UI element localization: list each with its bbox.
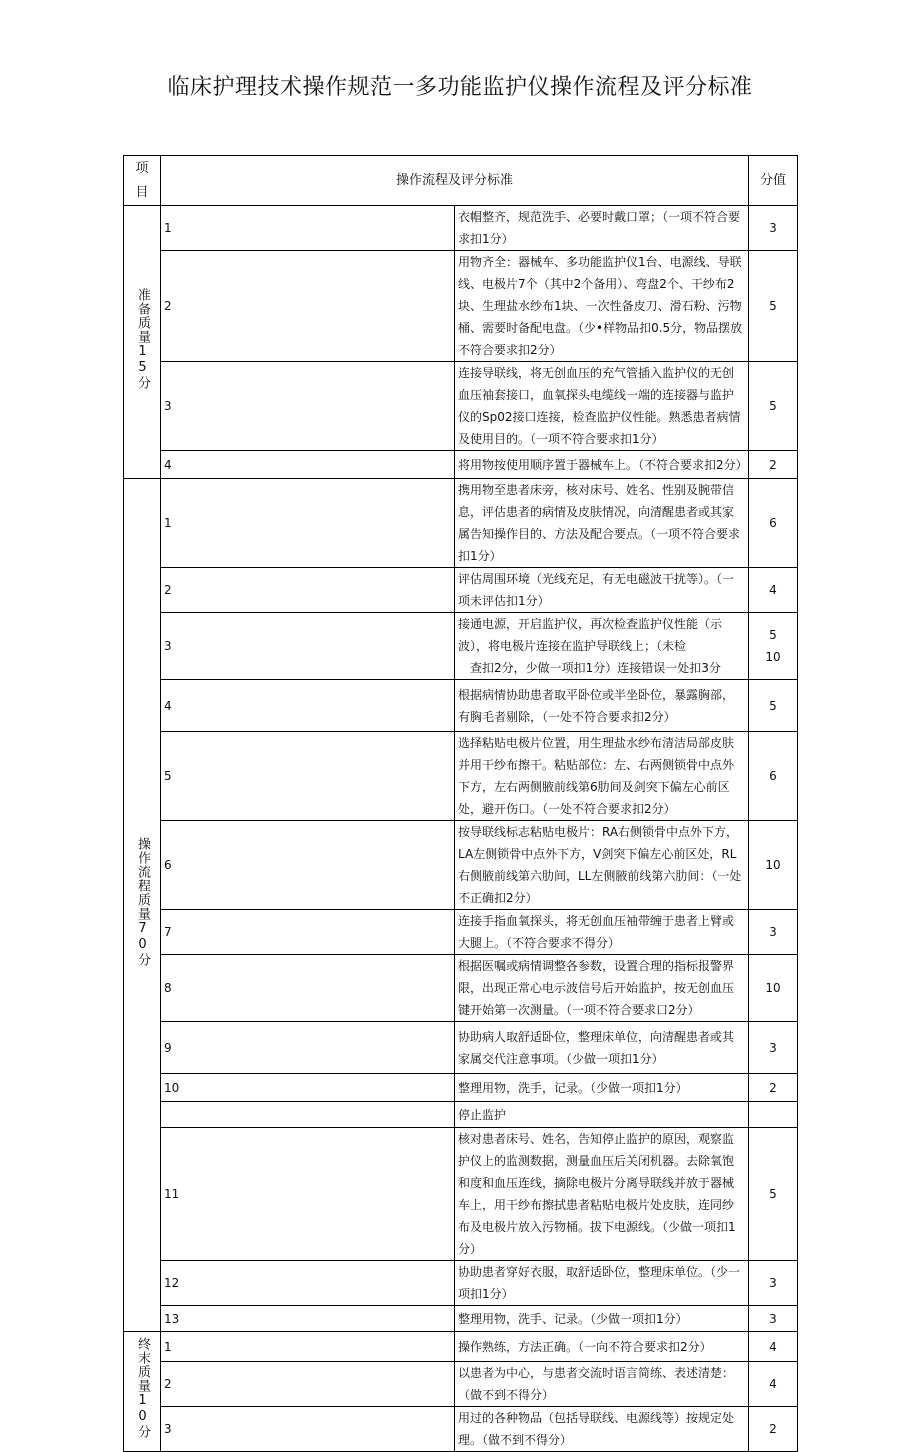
row-score: 6 <box>749 732 798 821</box>
row-score: 3 <box>749 910 798 955</box>
row-score: 3 <box>749 1022 798 1074</box>
row-text: 评估周围环境（光线充足，有无电磁波干扰等）。（一项未评估扣1分） <box>455 568 749 613</box>
table-row <box>124 955 798 1022</box>
table-row <box>124 568 798 613</box>
row-text: 核对患者床号、姓名，告知停止监护的原因，观察监护仪上的监测数据，测量血压后关闭机器。去除氧饱和度和血压连线，摘除电极片分离导联线并放于器械车上，用干纱布擦拭患者粘贴电极片处皮肤，连同纱布及电极片放入污物桶。拔下电源线。（少做一项扣1分） <box>455 1128 749 1261</box>
row-number: 11 <box>161 1128 455 1261</box>
row-score: 10 <box>749 821 798 910</box>
table-row <box>124 732 798 821</box>
row-text: 根据医嘱或病情调整各参数，设置合理的指标报警界限，出现正常心电示波信号后开始监护，按无创血压键开始第一次测量。（一项不符合要求口2分） <box>455 955 749 1022</box>
table-row <box>124 1362 798 1407</box>
row-text: 选择粘贴电极片位置，用生理盐水纱布清洁局部皮肤并用干纱布擦干。粘贴部位：左、右两侧锁骨中点外下方，左右两侧腋前线第6肋间及剑突下偏左心前区处，避开伤口。（一处不符合要求扣2分） <box>455 732 749 821</box>
row-number: 2 <box>161 251 455 362</box>
row-score <box>749 1102 798 1128</box>
row-score-value: 5 <box>769 628 777 642</box>
table-row <box>124 1306 798 1332</box>
section-label: 操作流程质量70分 <box>124 479 161 1332</box>
table-row <box>124 1022 798 1074</box>
row-text: 连接导联线，将无创血压的充气管插入监护仪的无创血压袖套接口，血氧探头电缆线一端的连接器与监护仪的Sp02接口连接，检查监护仪性能。熟悉患者病情及使用目的。（一项不符合要求扣1分） <box>455 362 749 451</box>
table-row <box>124 910 798 955</box>
table-row <box>124 1407 798 1452</box>
row-score: 3 <box>749 1261 798 1306</box>
row-text: 连接手指血氧探头，将无创血压袖带缠于患者上臂或大腿上。（不符合要求不得分） <box>455 910 749 955</box>
row-text: 协助病人取舒适卧位，整理床单位，向清醒患者或其家属交代注意事项。（少做一项扣1分） <box>455 1022 749 1074</box>
row-score <box>749 613 798 680</box>
row-number: 1 <box>161 1332 455 1362</box>
row-text: 将用物按使用顺序置于器械车上。（不符合要求扣2分） <box>455 451 749 479</box>
row-score: 4 <box>749 1362 798 1407</box>
row-text: 根据病情协助患者取平卧位或半坐卧位，暴露胸部，有胸毛者剔除，（一处不符合要求扣2分） <box>455 680 749 732</box>
table-row <box>124 1261 798 1306</box>
row-score: 5 <box>749 362 798 451</box>
table-row <box>124 1332 798 1362</box>
table-row <box>124 1102 798 1128</box>
row-number: 2 <box>161 568 455 613</box>
scoring-table <box>123 155 798 1452</box>
row-text: 用物齐全：器械车、多功能监护仪1台、电源线、导联线、电极片7个（其中2个备用）、弯盘2个、干纱布2块、生理盐水纱布1块、一次性备皮刀、滑石粉、污物桶、需要时备配电盘。（少•样物品扣0.5分，物品摆放不符合要求扣2分） <box>455 251 749 362</box>
row-text: 停止监护 <box>455 1102 749 1128</box>
row-score: 3 <box>749 1306 798 1332</box>
row-score: 2 <box>749 1407 798 1452</box>
row-number: 12 <box>161 1261 455 1306</box>
row-text <box>455 613 749 680</box>
row-number: 4 <box>161 451 455 479</box>
row-score: 2 <box>749 451 798 479</box>
row-number: 2 <box>161 1362 455 1407</box>
row-score: 5 <box>749 1128 798 1261</box>
row-number: 8 <box>161 955 455 1022</box>
row-score: 5 <box>749 680 798 732</box>
table-row <box>124 821 798 910</box>
row-number: 3 <box>161 613 455 680</box>
row-text: 以患者为中心，与患者交流时语言简练、表述清楚：（做不到不得分） <box>455 1362 749 1407</box>
row-number <box>161 1102 455 1128</box>
table-header <box>124 156 798 206</box>
row-score-value: 10 <box>765 650 781 664</box>
table-row <box>124 206 798 251</box>
table-row <box>124 1128 798 1261</box>
row-number: 1 <box>161 479 455 568</box>
row-number: 13 <box>161 1306 455 1332</box>
row-text: 用过的各种物品（包括导联线、电源线等）按规定处理。（做不到不得分） <box>455 1407 749 1452</box>
table-row <box>124 362 798 451</box>
table-row <box>124 680 798 732</box>
row-score: 6 <box>749 479 798 568</box>
row-score: 5 <box>749 251 798 362</box>
row-text: 衣帽整齐，规范洗手、必要时戴口罩；（一项不符合要求扣1分） <box>455 206 749 251</box>
table-row <box>124 251 798 362</box>
row-number: 4 <box>161 680 455 732</box>
row-number: 6 <box>161 821 455 910</box>
row-number: 9 <box>161 1022 455 1074</box>
row-number: 3 <box>161 362 455 451</box>
row-score: 3 <box>749 206 798 251</box>
row-text-line: 查扣2分，少做一项扣1分）连接错误一处扣3分 <box>470 661 721 675</box>
header-item: 项 目 <box>124 156 161 206</box>
row-number: 1 <box>161 206 455 251</box>
table-row <box>124 613 798 680</box>
row-text: 按导联线标志粘贴电极片：RA右侧锁骨中点外下方，LA左侧锁骨中点外下方，V剑突下偏左心前区处，RL右侧腋前线第六肋间，LL左侧腋前线第六肋间：（一处不正确扣2分） <box>455 821 749 910</box>
row-score: 4 <box>749 568 798 613</box>
row-text: 整理用物，洗手、记录。（少做一项扣1分） <box>455 1306 749 1332</box>
row-number: 5 <box>161 732 455 821</box>
row-score: 4 <box>749 1332 798 1362</box>
row-number: 3 <box>161 1407 455 1452</box>
row-text: 操作熟练，方法正确。（一向不符合要求扣2分） <box>455 1332 749 1362</box>
table-row <box>124 479 798 568</box>
section-label: 终末质量10分 <box>124 1332 161 1452</box>
header-score: 分值 <box>749 156 798 206</box>
row-score: 2 <box>749 1074 798 1102</box>
row-number: 10 <box>161 1074 455 1102</box>
row-score: 10 <box>749 955 798 1022</box>
section-label: 准备质量15分 <box>124 206 161 479</box>
row-number: 7 <box>161 910 455 955</box>
page-title: 临床护理技术操作规范一多功能监护仪操作流程及评分标准 <box>167 75 753 100</box>
row-text: 协助患者穿好衣服，取舒适卧位，整理床单位。（少一项扣1分） <box>455 1261 749 1306</box>
row-text: 整理用物，洗手，记录。（少做一项扣1分） <box>455 1074 749 1102</box>
header-body: 操作流程及评分标准 <box>161 156 749 206</box>
row-text-line: 接通电源，开启监护仪，再次检查监护仪性能（示波），将电极片连接在监护导联线上；（未检 <box>458 617 723 653</box>
row-text: 携用物至患者床旁，核对床号、姓名、性别及腕带信息，评估患者的病情及皮肤情况，向清醒患者或其家属告知操作目的、方法及配合要点。（一项不符合要求扣1分） <box>455 479 749 568</box>
table-row <box>124 451 798 479</box>
table-row <box>124 1074 798 1102</box>
